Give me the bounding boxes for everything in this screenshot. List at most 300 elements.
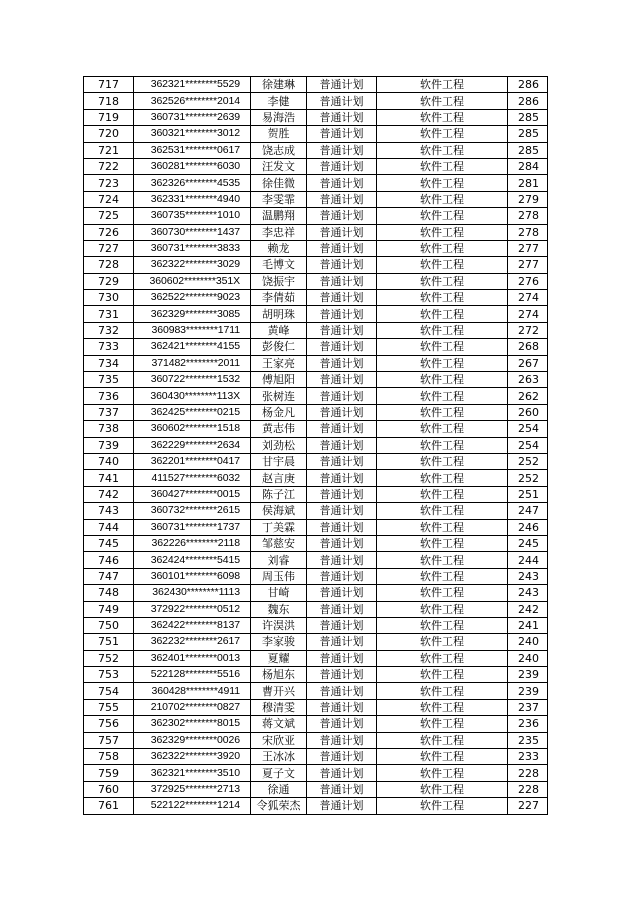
major-name: 软件工程 (377, 667, 508, 683)
id-number: 362229********2634 (134, 437, 251, 453)
table-row (84, 240, 548, 256)
row-number: 761 (84, 798, 134, 814)
table-row (84, 503, 548, 519)
id-number: 360281********6030 (134, 158, 251, 174)
major-name: 软件工程 (377, 568, 508, 584)
score: 239 (508, 683, 548, 699)
score: 239 (508, 667, 548, 683)
major-name: 软件工程 (377, 765, 508, 781)
score: 243 (508, 568, 548, 584)
plan-type: 普通计划 (307, 683, 377, 699)
row-number: 757 (84, 732, 134, 748)
plan-type: 普通计划 (307, 224, 377, 240)
score: 285 (508, 142, 548, 158)
row-number: 731 (84, 306, 134, 322)
score: 279 (508, 191, 548, 207)
score: 274 (508, 306, 548, 322)
major-name: 软件工程 (377, 798, 508, 814)
row-number: 751 (84, 634, 134, 650)
major-name: 软件工程 (377, 601, 508, 617)
row-number: 732 (84, 322, 134, 338)
student-name: 徐通 (251, 781, 307, 797)
student-name: 宋欣亚 (251, 732, 307, 748)
plan-type: 普通计划 (307, 601, 377, 617)
major-name: 软件工程 (377, 486, 508, 502)
plan-type: 普通计划 (307, 503, 377, 519)
table-row (84, 585, 548, 601)
student-name: 李健 (251, 93, 307, 109)
table-row (84, 175, 548, 191)
plan-type: 普通计划 (307, 585, 377, 601)
id-number: 360602********1518 (134, 421, 251, 437)
score: 274 (508, 290, 548, 306)
table-row (84, 306, 548, 322)
major-name: 软件工程 (377, 552, 508, 568)
row-number: 760 (84, 781, 134, 797)
student-name: 温鹏翔 (251, 208, 307, 224)
plan-type: 普通计划 (307, 404, 377, 420)
score: 276 (508, 273, 548, 289)
student-name: 杨旭东 (251, 667, 307, 683)
student-name: 李倩茹 (251, 290, 307, 306)
plan-type: 普通计划 (307, 552, 377, 568)
student-name: 侯海斌 (251, 503, 307, 519)
row-number: 754 (84, 683, 134, 699)
score: 278 (508, 224, 548, 240)
score: 260 (508, 404, 548, 420)
plan-type: 普通计划 (307, 749, 377, 765)
major-name: 软件工程 (377, 240, 508, 256)
student-name: 许淏洪 (251, 617, 307, 633)
table-row (84, 667, 548, 683)
table-row (84, 601, 548, 617)
major-name: 软件工程 (377, 339, 508, 355)
student-name: 汪发文 (251, 158, 307, 174)
plan-type: 普通计划 (307, 470, 377, 486)
major-name: 软件工程 (377, 208, 508, 224)
student-name: 夏子文 (251, 765, 307, 781)
row-number: 753 (84, 667, 134, 683)
score: 254 (508, 421, 548, 437)
table-row (84, 273, 548, 289)
id-number: 362425********0215 (134, 404, 251, 420)
score: 286 (508, 77, 548, 93)
table-row (84, 126, 548, 142)
plan-type: 普通计划 (307, 290, 377, 306)
major-name: 软件工程 (377, 93, 508, 109)
row-number: 738 (84, 421, 134, 437)
row-number: 749 (84, 601, 134, 617)
id-number: 360428********4911 (134, 683, 251, 699)
table-row (84, 749, 548, 765)
score: 228 (508, 765, 548, 781)
id-number: 360722********1532 (134, 372, 251, 388)
plan-type: 普通计划 (307, 191, 377, 207)
id-number: 362430********1113 (134, 585, 251, 601)
major-name: 软件工程 (377, 535, 508, 551)
student-name: 夏耀 (251, 650, 307, 666)
plan-type: 普通计划 (307, 322, 377, 338)
table-row (84, 535, 548, 551)
row-number: 717 (84, 77, 134, 93)
plan-type: 普通计划 (307, 388, 377, 404)
table-row (84, 372, 548, 388)
table-row (84, 568, 548, 584)
score: 228 (508, 781, 548, 797)
id-number: 371482********2011 (134, 355, 251, 371)
score: 285 (508, 126, 548, 142)
table-row (84, 388, 548, 404)
score: 245 (508, 535, 548, 551)
major-name: 软件工程 (377, 142, 508, 158)
row-number: 734 (84, 355, 134, 371)
id-number: 372925********2713 (134, 781, 251, 797)
table-row (84, 732, 548, 748)
row-number: 739 (84, 437, 134, 453)
table-row (84, 519, 548, 535)
student-name: 赵言庚 (251, 470, 307, 486)
plan-type: 普通计划 (307, 519, 377, 535)
plan-type: 普通计划 (307, 617, 377, 633)
plan-type: 普通计划 (307, 142, 377, 158)
plan-type: 普通计划 (307, 437, 377, 453)
score: 272 (508, 322, 548, 338)
plan-type: 普通计划 (307, 93, 377, 109)
major-name: 软件工程 (377, 650, 508, 666)
major-name: 软件工程 (377, 372, 508, 388)
score: 263 (508, 372, 548, 388)
row-number: 756 (84, 716, 134, 732)
table-row (84, 552, 548, 568)
row-number: 745 (84, 535, 134, 551)
id-number: 362226********2118 (134, 535, 251, 551)
student-name: 赖龙 (251, 240, 307, 256)
row-number: 730 (84, 290, 134, 306)
plan-type: 普通计划 (307, 486, 377, 502)
table-row (84, 339, 548, 355)
student-name: 王家亮 (251, 355, 307, 371)
table-row (84, 470, 548, 486)
student-name: 穆清雯 (251, 699, 307, 715)
row-number: 747 (84, 568, 134, 584)
id-number: 362401********0013 (134, 650, 251, 666)
student-name: 魏东 (251, 601, 307, 617)
major-name: 软件工程 (377, 306, 508, 322)
major-name: 软件工程 (377, 175, 508, 191)
student-name: 李雯霏 (251, 191, 307, 207)
row-number: 743 (84, 503, 134, 519)
major-name: 软件工程 (377, 699, 508, 715)
row-number: 727 (84, 240, 134, 256)
student-name: 陈子江 (251, 486, 307, 502)
row-number: 750 (84, 617, 134, 633)
score: 240 (508, 634, 548, 650)
row-number: 746 (84, 552, 134, 568)
major-name: 软件工程 (377, 617, 508, 633)
student-name: 毛博文 (251, 257, 307, 273)
table-row (84, 617, 548, 633)
major-name: 软件工程 (377, 158, 508, 174)
id-number: 210702********0827 (134, 699, 251, 715)
row-number: 724 (84, 191, 134, 207)
major-name: 软件工程 (377, 355, 508, 371)
major-name: 软件工程 (377, 437, 508, 453)
score: 233 (508, 749, 548, 765)
student-name: 令狐荣杰 (251, 798, 307, 814)
student-name: 彭俊仁 (251, 339, 307, 355)
student-name: 刘劲松 (251, 437, 307, 453)
row-number: 725 (84, 208, 134, 224)
student-name: 杨金凡 (251, 404, 307, 420)
major-name: 软件工程 (377, 77, 508, 93)
row-number: 722 (84, 158, 134, 174)
id-number: 360321********3012 (134, 126, 251, 142)
id-number: 362531********0617 (134, 142, 251, 158)
major-name: 软件工程 (377, 224, 508, 240)
id-number: 360732********2615 (134, 503, 251, 519)
student-name: 饶振宇 (251, 273, 307, 289)
score: 277 (508, 257, 548, 273)
row-number: 737 (84, 404, 134, 420)
plan-type: 普通计划 (307, 453, 377, 469)
major-name: 软件工程 (377, 749, 508, 765)
row-number: 735 (84, 372, 134, 388)
table-row (84, 650, 548, 666)
score: 240 (508, 650, 548, 666)
student-name: 饶志成 (251, 142, 307, 158)
plan-type: 普通计划 (307, 667, 377, 683)
table-row (84, 257, 548, 273)
student-name: 刘睿 (251, 552, 307, 568)
table-row (84, 437, 548, 453)
plan-type: 普通计划 (307, 158, 377, 174)
row-number: 719 (84, 109, 134, 125)
major-name: 软件工程 (377, 257, 508, 273)
row-number: 721 (84, 142, 134, 158)
plan-type: 普通计划 (307, 716, 377, 732)
table-row (84, 421, 548, 437)
plan-type: 普通计划 (307, 699, 377, 715)
plan-type: 普通计划 (307, 765, 377, 781)
score: 254 (508, 437, 548, 453)
score: 247 (508, 503, 548, 519)
row-number: 758 (84, 749, 134, 765)
major-name: 软件工程 (377, 453, 508, 469)
plan-type: 普通计划 (307, 732, 377, 748)
row-number: 752 (84, 650, 134, 666)
plan-type: 普通计划 (307, 109, 377, 125)
major-name: 软件工程 (377, 732, 508, 748)
row-number: 736 (84, 388, 134, 404)
score: 281 (508, 175, 548, 191)
student-name: 易海浩 (251, 109, 307, 125)
row-number: 755 (84, 699, 134, 715)
major-name: 软件工程 (377, 421, 508, 437)
plan-type: 普通计划 (307, 355, 377, 371)
student-name: 甘崎 (251, 585, 307, 601)
table-row (84, 765, 548, 781)
major-name: 软件工程 (377, 585, 508, 601)
table-row (84, 191, 548, 207)
plan-type: 普通计划 (307, 781, 377, 797)
table-row (84, 453, 548, 469)
student-name: 徐佳微 (251, 175, 307, 191)
plan-type: 普通计划 (307, 421, 377, 437)
score: 251 (508, 486, 548, 502)
student-name: 张树连 (251, 388, 307, 404)
row-number: 733 (84, 339, 134, 355)
major-name: 软件工程 (377, 503, 508, 519)
id-number: 362526********2014 (134, 93, 251, 109)
id-number: 362421********4155 (134, 339, 251, 355)
table-row (84, 486, 548, 502)
score: 252 (508, 470, 548, 486)
id-number: 360731********2639 (134, 109, 251, 125)
id-number: 362422********8137 (134, 617, 251, 633)
plan-type: 普通计划 (307, 650, 377, 666)
major-name: 软件工程 (377, 322, 508, 338)
plan-type: 普通计划 (307, 306, 377, 322)
id-number: 360731********3833 (134, 240, 251, 256)
row-number: 759 (84, 765, 134, 781)
score: 252 (508, 453, 548, 469)
row-number: 718 (84, 93, 134, 109)
table-row (84, 93, 548, 109)
plan-type: 普通计划 (307, 535, 377, 551)
table-row (84, 322, 548, 338)
score: 267 (508, 355, 548, 371)
plan-type: 普通计划 (307, 175, 377, 191)
score: 246 (508, 519, 548, 535)
id-number: 372922********0512 (134, 601, 251, 617)
major-name: 软件工程 (377, 109, 508, 125)
major-name: 软件工程 (377, 683, 508, 699)
row-number: 726 (84, 224, 134, 240)
student-name: 李家骏 (251, 634, 307, 650)
table-row (84, 142, 548, 158)
row-number: 748 (84, 585, 134, 601)
student-name: 黄峰 (251, 322, 307, 338)
row-number: 741 (84, 470, 134, 486)
id-number: 360602********351X (134, 273, 251, 289)
score: 242 (508, 601, 548, 617)
student-name: 黄志伟 (251, 421, 307, 437)
row-number: 744 (84, 519, 134, 535)
student-name: 李忠祥 (251, 224, 307, 240)
score: 236 (508, 716, 548, 732)
student-name: 曹开兴 (251, 683, 307, 699)
score: 244 (508, 552, 548, 568)
plan-type: 普通计划 (307, 77, 377, 93)
score: 278 (508, 208, 548, 224)
admission-table (83, 76, 548, 815)
score: 268 (508, 339, 548, 355)
id-number: 362232********2617 (134, 634, 251, 650)
table-row (84, 404, 548, 420)
student-name: 丁美霖 (251, 519, 307, 535)
student-name: 王冰冰 (251, 749, 307, 765)
major-name: 软件工程 (377, 634, 508, 650)
id-number: 362302********8015 (134, 716, 251, 732)
major-name: 软件工程 (377, 290, 508, 306)
plan-type: 普通计划 (307, 208, 377, 224)
score: 241 (508, 617, 548, 633)
table-row (84, 781, 548, 797)
table-row (84, 634, 548, 650)
id-number: 362201********0417 (134, 453, 251, 469)
id-number: 360430********113X (134, 388, 251, 404)
major-name: 软件工程 (377, 716, 508, 732)
major-name: 软件工程 (377, 273, 508, 289)
id-number: 522122********1214 (134, 798, 251, 814)
plan-type: 普通计划 (307, 372, 377, 388)
student-name: 胡明珠 (251, 306, 307, 322)
score: 285 (508, 109, 548, 125)
table-row (84, 224, 548, 240)
id-number: 362522********9023 (134, 290, 251, 306)
id-number: 362322********3920 (134, 749, 251, 765)
table-row (84, 77, 548, 93)
id-number: 362331********4940 (134, 191, 251, 207)
id-number: 360731********1737 (134, 519, 251, 535)
table-row (84, 290, 548, 306)
major-name: 软件工程 (377, 519, 508, 535)
row-number: 729 (84, 273, 134, 289)
id-number: 362329********0026 (134, 732, 251, 748)
row-number: 740 (84, 453, 134, 469)
row-number: 723 (84, 175, 134, 191)
major-name: 软件工程 (377, 470, 508, 486)
score: 286 (508, 93, 548, 109)
plan-type: 普通计划 (307, 339, 377, 355)
table-row (84, 208, 548, 224)
score: 262 (508, 388, 548, 404)
id-number: 362322********3029 (134, 257, 251, 273)
plan-type: 普通计划 (307, 568, 377, 584)
table-row (84, 109, 548, 125)
id-number: 411527********6032 (134, 470, 251, 486)
major-name: 软件工程 (377, 126, 508, 142)
id-number: 522128********5516 (134, 667, 251, 683)
row-number: 720 (84, 126, 134, 142)
table-row (84, 716, 548, 732)
plan-type: 普通计划 (307, 634, 377, 650)
table-row (84, 683, 548, 699)
row-number: 728 (84, 257, 134, 273)
table-row (84, 798, 548, 814)
student-name: 贺胜 (251, 126, 307, 142)
row-number: 742 (84, 486, 134, 502)
score: 243 (508, 585, 548, 601)
plan-type: 普通计划 (307, 798, 377, 814)
student-name: 徐建琳 (251, 77, 307, 93)
id-number: 362329********3085 (134, 306, 251, 322)
score: 237 (508, 699, 548, 715)
plan-type: 普通计划 (307, 273, 377, 289)
plan-type: 普通计划 (307, 240, 377, 256)
id-number: 360101********6098 (134, 568, 251, 584)
student-name: 周玉伟 (251, 568, 307, 584)
major-name: 软件工程 (377, 781, 508, 797)
id-number: 360730********1437 (134, 224, 251, 240)
id-number: 360427********0015 (134, 486, 251, 502)
major-name: 软件工程 (377, 388, 508, 404)
plan-type: 普通计划 (307, 257, 377, 273)
student-name: 蒋文斌 (251, 716, 307, 732)
score: 284 (508, 158, 548, 174)
major-name: 软件工程 (377, 191, 508, 207)
id-number: 362321********3510 (134, 765, 251, 781)
